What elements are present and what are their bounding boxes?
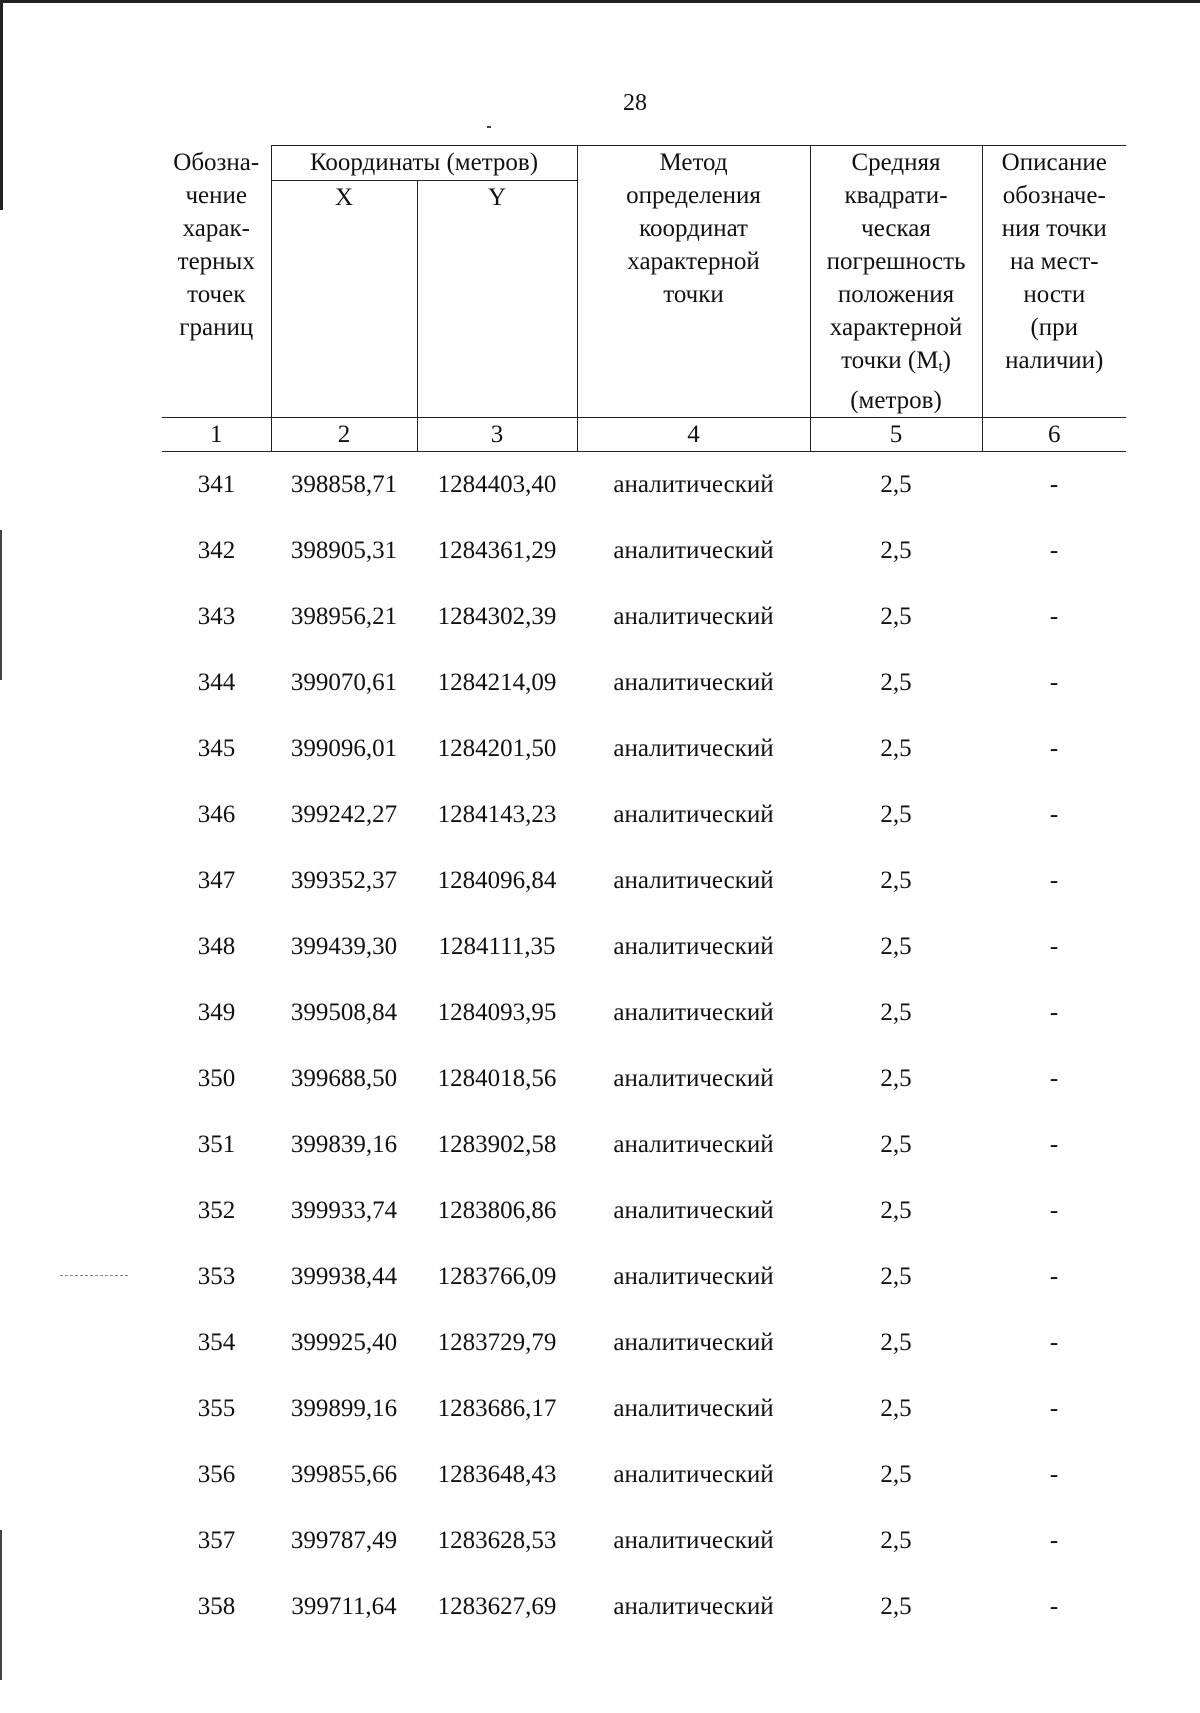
table-row <box>162 848 1126 914</box>
cell-y: 1283648,43 <box>437 1461 557 1488</box>
table-body <box>162 452 1126 1641</box>
header-y: Y <box>417 180 577 417</box>
cell-description: - <box>1049 867 1059 894</box>
header-mean-error-main: Средняя квадрати- ческая погрешность положения характерной точки (M <box>826 149 966 374</box>
cell-mean-error: 2,5 <box>880 1329 912 1356</box>
cell-y: 1284361,29 <box>437 537 557 564</box>
header-mean-error <box>810 146 982 418</box>
cell-description: - <box>1049 1527 1059 1554</box>
cell-description: - <box>1049 1065 1059 1092</box>
cell-x: 399855,66 <box>290 1461 398 1488</box>
page-number: 28 <box>623 90 647 116</box>
table-row <box>162 650 1126 716</box>
table-row <box>162 1574 1126 1640</box>
cell-description: - <box>1049 933 1059 960</box>
header-mean-error-subscript: t <box>938 359 943 375</box>
cell-description: - <box>1049 735 1059 762</box>
scan-edge-top <box>0 0 1200 3</box>
cell-mean-error: 2,5 <box>880 471 912 498</box>
table-row <box>162 1442 1126 1508</box>
cell-x: 399938,44 <box>290 1263 398 1290</box>
table-row <box>162 980 1126 1046</box>
cell-mean-error: 2,5 <box>880 867 912 894</box>
cell-mean-error: 2,5 <box>880 1065 912 1092</box>
cell-description: - <box>1049 1329 1059 1356</box>
column-number: 4 <box>577 418 810 452</box>
table-row <box>162 1244 1126 1310</box>
column-number: 3 <box>417 418 577 452</box>
cell-mean-error: 2,5 <box>880 1527 912 1554</box>
cell-mean-error: 2,5 <box>880 1395 912 1422</box>
cell-x: 399899,16 <box>290 1395 398 1422</box>
cell-mean-error: 2,5 <box>880 801 912 828</box>
column-number: 5 <box>810 418 982 452</box>
cell-method: аналитический <box>613 537 774 564</box>
cell-point-id: 348 <box>197 933 236 960</box>
scan-edge-left-lower <box>0 530 2 680</box>
cell-description: - <box>1049 471 1059 498</box>
cell-x: 399925,40 <box>290 1329 398 1356</box>
stray-tick-mark <box>487 126 491 128</box>
table-row <box>162 716 1126 782</box>
cell-y: 1283627,69 <box>437 1593 557 1620</box>
cell-y: 1283806,86 <box>437 1197 557 1224</box>
cell-description: - <box>1049 1395 1059 1422</box>
table-row <box>162 452 1126 519</box>
cell-point-id: 353 <box>197 1263 236 1290</box>
cell-method: аналитический <box>613 1197 774 1224</box>
table-header <box>162 146 1126 452</box>
cell-point-id: 342 <box>197 537 236 564</box>
cell-mean-error: 2,5 <box>880 1461 912 1488</box>
cell-method: аналитический <box>613 801 774 828</box>
cell-description: - <box>1049 1461 1059 1488</box>
cell-method: аналитический <box>613 933 774 960</box>
cell-description: - <box>1049 537 1059 564</box>
cell-y: 1284018,56 <box>437 1065 557 1092</box>
table-row <box>162 518 1126 584</box>
cell-method: аналитический <box>613 1395 774 1422</box>
header-description: Описание обозначе- ния точки на мест- ности (при наличии) <box>982 146 1126 418</box>
cell-method: аналитический <box>613 471 774 498</box>
cell-x: 399508,84 <box>290 999 398 1026</box>
table-row <box>162 782 1126 848</box>
table-row <box>162 1178 1126 1244</box>
table-row <box>162 1046 1126 1112</box>
header-mean-error-tail: ) (метров) <box>850 347 951 414</box>
cell-y: 1284093,95 <box>437 999 557 1026</box>
column-number: 1 <box>162 418 271 452</box>
cell-y: 1284096,84 <box>437 867 557 894</box>
table-row <box>162 1310 1126 1376</box>
cell-method: аналитический <box>613 1131 774 1158</box>
cell-x: 398956,21 <box>290 603 398 630</box>
cell-point-id: 355 <box>197 1395 236 1422</box>
cell-description: - <box>1049 801 1059 828</box>
cell-y: 1284201,50 <box>437 735 557 762</box>
header-x: X <box>271 180 417 417</box>
cell-mean-error: 2,5 <box>880 1131 912 1158</box>
cell-point-id: 344 <box>197 669 236 696</box>
cell-point-id: 354 <box>197 1329 236 1356</box>
cell-x: 399933,74 <box>290 1197 398 1224</box>
cell-y: 1284403,40 <box>437 471 557 498</box>
cell-point-id: 345 <box>197 735 236 762</box>
cell-y: 1283729,79 <box>437 1329 557 1356</box>
cell-method: аналитический <box>613 603 774 630</box>
cell-point-id: 358 <box>197 1593 236 1620</box>
table-row <box>162 584 1126 650</box>
cell-point-id: 343 <box>197 603 236 630</box>
cell-description: - <box>1049 1263 1059 1290</box>
table-row <box>162 914 1126 980</box>
cell-mean-error: 2,5 <box>880 669 912 696</box>
cell-y: 1283902,58 <box>437 1131 557 1158</box>
table-row <box>162 1508 1126 1574</box>
cell-mean-error: 2,5 <box>880 933 912 960</box>
cell-point-id: 352 <box>197 1197 236 1224</box>
column-number: 2 <box>271 418 417 452</box>
cell-y: 1284214,09 <box>437 669 557 696</box>
cell-point-id: 346 <box>197 801 236 828</box>
cell-x: 399787,49 <box>290 1527 398 1554</box>
cell-mean-error: 2,5 <box>880 735 912 762</box>
cell-x: 399711,64 <box>291 1593 397 1620</box>
cell-y: 1283766,09 <box>437 1263 557 1290</box>
cell-description: - <box>1049 999 1059 1026</box>
cell-y: 1284302,39 <box>437 603 557 630</box>
cell-description: - <box>1049 1197 1059 1224</box>
cell-x: 399096,01 <box>290 735 398 762</box>
scan-edge-left-bottom <box>0 1530 2 1680</box>
cell-method: аналитический <box>613 1593 774 1620</box>
cell-y: 1284111,35 <box>438 933 556 960</box>
cell-point-id: 341 <box>197 471 236 498</box>
cell-method: аналитический <box>613 1461 774 1488</box>
cell-mean-error: 2,5 <box>880 1197 912 1224</box>
header-method: Метод определения координат характерной точки <box>577 146 810 418</box>
cell-mean-error: 2,5 <box>880 1263 912 1290</box>
table-row <box>162 1112 1126 1178</box>
cell-x: 399352,37 <box>290 867 398 894</box>
cell-mean-error: 2,5 <box>880 603 912 630</box>
cell-mean-error: 2,5 <box>880 1593 912 1620</box>
cell-method: аналитический <box>613 1263 774 1290</box>
table-row <box>162 1376 1126 1442</box>
cell-method: аналитический <box>613 1527 774 1554</box>
cell-y: 1283686,17 <box>437 1395 557 1422</box>
cell-description: - <box>1049 1131 1059 1158</box>
cell-method: аналитический <box>613 1329 774 1356</box>
cell-x: 399070,61 <box>290 669 398 696</box>
cell-x: 399242,27 <box>290 801 398 828</box>
cell-x: 399688,50 <box>290 1065 398 1092</box>
coordinates-table <box>162 145 1126 1640</box>
cell-method: аналитический <box>613 1065 774 1092</box>
cell-method: аналитический <box>613 867 774 894</box>
cell-description: - <box>1049 669 1059 696</box>
cell-point-id: 356 <box>197 1461 236 1488</box>
column-number: 6 <box>982 418 1126 452</box>
cell-point-id: 347 <box>197 867 236 894</box>
cell-x: 398858,71 <box>290 471 398 498</box>
cell-point-id: 357 <box>197 1527 236 1554</box>
cell-description: - <box>1049 603 1059 630</box>
cell-x: 399439,30 <box>290 933 398 960</box>
header-point-designation: Обозна- чение харак- терных точек границ <box>162 146 271 418</box>
cell-y: 1283628,53 <box>437 1527 557 1554</box>
cell-mean-error: 2,5 <box>880 537 912 564</box>
cell-point-id: 349 <box>197 999 236 1026</box>
cell-mean-error: 2,5 <box>880 999 912 1026</box>
cell-method: аналитический <box>613 999 774 1026</box>
cell-x: 398905,31 <box>290 537 398 564</box>
stray-dash-mark <box>60 1275 128 1277</box>
cell-method: аналитический <box>613 735 774 762</box>
header-coordinates-group: Координаты (метров) <box>271 146 577 181</box>
column-number-row <box>162 418 1126 452</box>
cell-y: 1284143,23 <box>437 801 557 828</box>
cell-point-id: 350 <box>197 1065 236 1092</box>
cell-x: 399839,16 <box>290 1131 398 1158</box>
cell-method: аналитический <box>613 669 774 696</box>
cell-description: - <box>1049 1593 1059 1620</box>
cell-point-id: 351 <box>197 1131 236 1158</box>
